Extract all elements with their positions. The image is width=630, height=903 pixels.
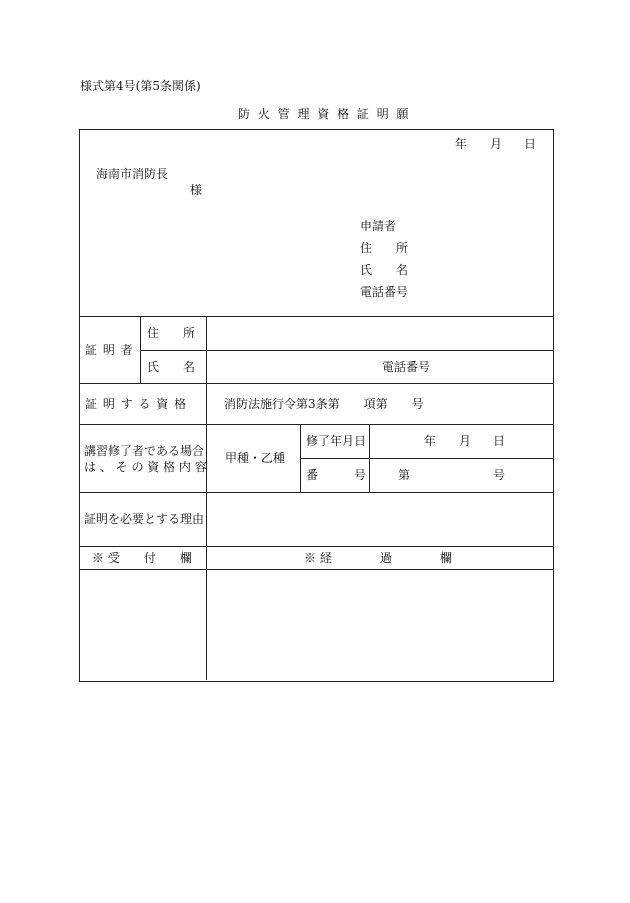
certifier-address-label: 住 所 [147,326,196,340]
certifier-name-label: 氏 名 [147,360,196,374]
reason-field[interactable] [207,493,552,546]
course-type: 甲種・乙種 [225,451,286,465]
progress-area [207,570,552,680]
certifier-address-field[interactable] [207,317,552,350]
form-number: 様式第4号(第5条関係) [80,79,201,93]
certifier-phone-label: 電話番号 [382,360,431,374]
addressee: 海南市消防長 [96,167,169,181]
qualification-label: 証 明 す る 資 格 [85,397,188,411]
honorific: 様 [190,183,203,197]
certifier-label: 証 明 者 [85,343,134,357]
progress-label: ※ 経 過 欄 [304,551,452,565]
completion-date-label: 修了年月日 [306,434,367,448]
divider-reason-bottom [80,546,553,547]
divider-course-value [369,424,370,492]
number-prefix: 第 [398,468,411,482]
date-day-label: 日 [524,137,537,151]
reason-label: 証明を必要とする理由 [84,512,205,526]
date-month-label: 月 [490,137,503,151]
completion-month-label: 月 [459,434,472,448]
reception-label: ※ 受 付 欄 [92,551,192,565]
applicant-phone-label: 電話番号 [360,285,409,299]
form-title: 防 火 管 理 資 格 証 明 願 [238,107,411,121]
course-label-line1: 講習修了者である場合 [84,444,205,458]
qualification-value: 消防法施行令第3条第 項第 号 [224,397,424,411]
divider-qualification-bottom [80,424,553,425]
applicant-name-label: 氏 名 [360,263,409,277]
date-year-label: 年 [455,137,468,151]
applicant-address-label: 住 所 [360,241,409,255]
divider-course-middle [300,458,553,459]
number-label: 番 号 [306,468,367,482]
divider-qualification-top [80,383,553,384]
reception-area [81,570,206,680]
course-label-line2: は 、 そ の 資 格 内 容 [84,460,207,474]
certifier-name-field[interactable] [207,351,377,383]
number-suffix: 号 [493,468,506,482]
completion-year-label: 年 [424,434,437,448]
applicant-label: 申請者 [360,219,397,233]
divider-certifier-vertical [140,316,141,383]
completion-day-label: 日 [493,434,506,448]
divider-course-type [300,424,301,492]
